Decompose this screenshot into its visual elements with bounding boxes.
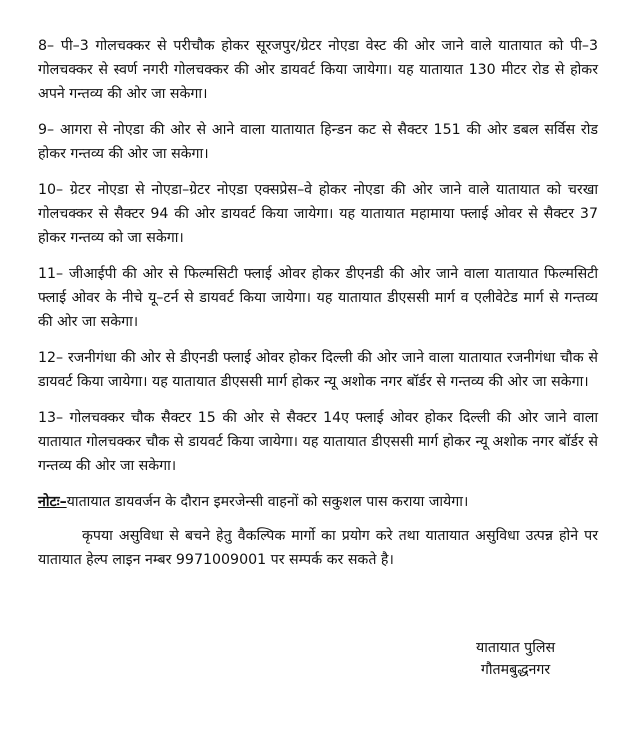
- signature-department: यातायात पुलिस: [476, 640, 556, 656]
- note-line: [38, 490, 598, 514]
- note-label: नोटः–: [38, 494, 67, 510]
- diversion-point-13: 13– गोलचक्कर चौक सैक्टर 15 की ओर से सैक्टर 14ए फ्लाई ओवर होकर दिल्ली की ओर जाने वाला यातायात गोलचक्कर चौक से डायवर्ट किया जायेगा। यह यातायात डीएससी मार्ग होकर न्यू अशोक नगर बॉर्डर से गन्तव्य की ओर जा सकेगा।: [38, 410, 598, 474]
- diversion-point-10: 10– ग्रेटर नोएडा से नोएडा–ग्रेटर नोएडा एक्सप्रेस–वे होकर नोएडा की ओर जाने वाले यातायात को चरखा गोलचक्कर से सैक्टर 94 की ओर डायवर्ट किया जायेगा। यह यातायात महामाया फ्लाई ओवर से सैक्टर 37 होकर गन्तव्य को जा सकेगा।: [38, 182, 598, 246]
- helpline-request: कृपया असुविधा से बचने हेतु वैकल्पिक मार्गो का प्रयोग करे तथा यातायात असुविधा उत्पन्न होने पर यातायात हेल्प लाइन नम्बर 9971009001 पर सम्पर्क कर सकते है।: [38, 528, 598, 568]
- note-text: यातायात डायवर्जन के दौरान इमरजेन्सी वाहनों को सकुशल पास कराया जायेगा।: [66, 494, 469, 510]
- diversion-point-9: 9– आगरा से नोएडा की ओर से आने वाला यातायात हिन्डन कट से सैक्टर 151 की ओर डबल सर्विस रोड होकर गन्तव्य की ओर जा सकेगा।: [38, 122, 598, 162]
- diversion-point-12: 12– रजनीगंधा की ओर से डीएनडी फ्लाई ओवर होकर दिल्ली की ओर जाने वाला यातायात रजनीगंधा चौक से डायवर्ट किया जायेगा। यह यातायात डीएससी मार्ग होकर न्यू अशोक नगर बॉर्डर से गन्तव्य की ओर जा सकेगा।: [38, 350, 598, 390]
- diversion-point-8: 8– पी–3 गोलचक्कर से परीचौक होकर सूरजपुर/ग्रेटर नोएडा वेस्ट की ओर जाने वाले यातायात को पी–3 गोलचक्कर से स्वर्ण नगरी गोलचक्कर की ओर डायवर्ट किया जायेगा। यह यातायात 130 मीटर रोड से होकर अपने गन्तव्य की ओर जा सकेगा।: [38, 38, 598, 102]
- diversion-point-11: 11– जीआईपी की ओर से फिल्मसिटी फ्लाई ओवर होकर डीएनडी की ओर जाने वाला यातायात फिल्मसिटी फ्लाई ओवर के नीचे यू–टर्न से डायवर्ट किया जायेगा। यह यातायात डीएससी मार्ग व एलीवेटेड मार्ग से गन्तव्य की ओर जा सकेगा।: [38, 266, 598, 330]
- signature-district: गौतमबुद्धनगर: [480, 662, 551, 678]
- signature-block: [476, 637, 555, 681]
